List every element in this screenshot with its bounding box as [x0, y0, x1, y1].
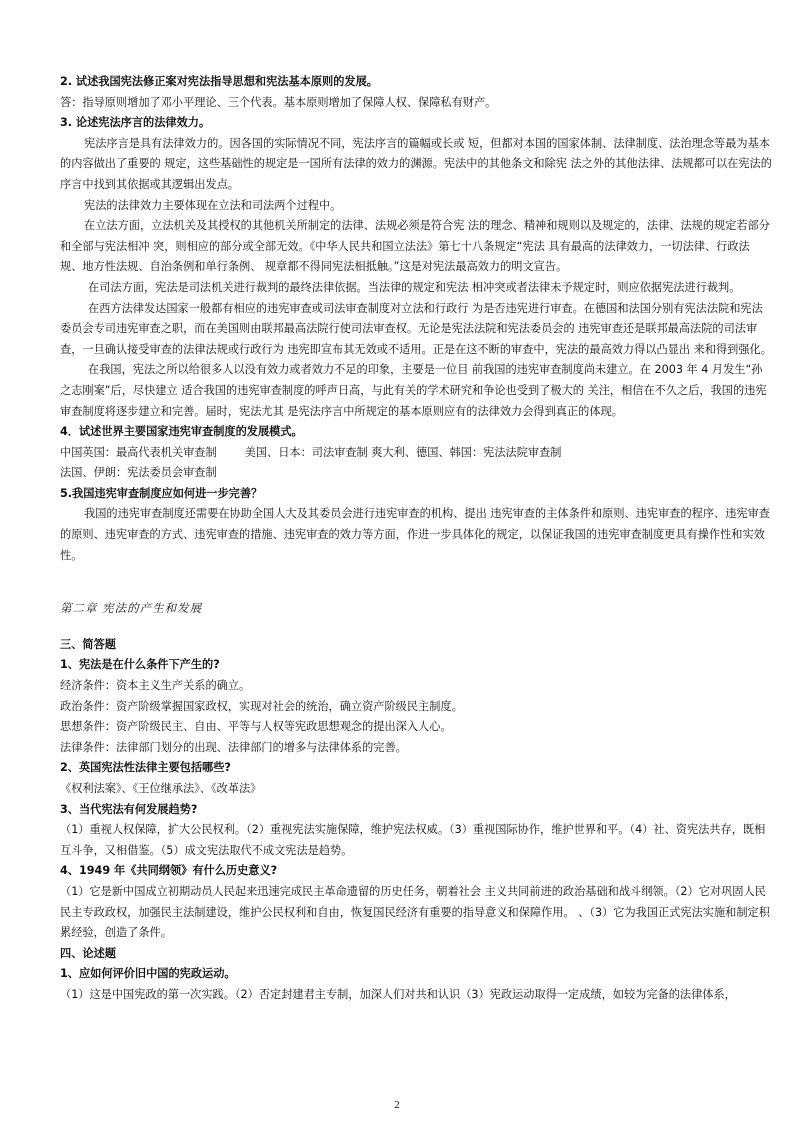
- short-answer-1-line-3: 思想条件：资产阶级民主、自由、平等与人权等宪政思想观念的提出深入人心。: [60, 720, 452, 734]
- question-4-line-2: 法国、伊朗：宪法委员会审查制: [60, 466, 217, 480]
- short-answer-2-title: 2、英国宪法性法律主要包括哪些?: [60, 761, 231, 775]
- question-2-answer: 答：指导原则增加了邓小平理论、三个代表。基本原则增加了保障人权、保障私有财产。: [60, 95, 497, 109]
- question-3-paragraph-5: 在西方法律发达国家一般都有相应的违宪审查或司法审查制度对立法和行政行 为是否违宪进行审查。在德国和法国分别有宪法法院和宪法委员会专司违宪审查之职，而在美国则由联邦最高法院行使司法审查权。无论是宪法法院和宪法委员会的 违宪审查还是联邦最高法院的司法审查，一旦确认接受审查的法律法规或行政行为 违宪即宣布其无效或不适用。正是在这不断的审查中，宪法的最高效力得以凸显出 来和得到强化。: [60, 301, 772, 356]
- question-3-paragraph-1: 宪法序言是具有法律效力的。因各国的实际情况不同，宪法序言的篇幅或长或 短，但都对本国的国家体制、法律制度、法治理念等最为基本的内容做出了重要的 规定，这些基础性的规定是一国所有法律的效力的渊源。宪法中的其他条文和除宪 法之外的其他法律、法规都可以在宪法的序言中找到其依据或其逻辑出发点。: [60, 136, 772, 191]
- question-3-paragraph-4: 在司法方面，宪法是司法机关进行裁判的最终法律依据。当法律的规定和宪法 相冲突或者法律未予规定时，则应依据宪法进行裁判。: [88, 280, 741, 294]
- document-body: [60, 72, 772, 1006]
- short-answer-1-line-1: 经济条件：资本主义生产关系的确立。: [60, 679, 251, 693]
- short-answer-1-line-4: 法律条件：法律部门划分的出现、法律部门的增多与法律体系的完善。: [60, 740, 407, 754]
- question-4-title: 4．试述世界主要国家违宪审查制度的发展模式。: [60, 425, 303, 439]
- question-2-title: 2. 试述我国宪法修正案对宪法指导思想和宪法基本原则的发展。: [60, 75, 378, 88]
- question-5-title: 5.我国违宪审查制度应如何进一步完善？: [60, 486, 263, 500]
- chapter-title: 第二章 宪法的产生和发展: [60, 601, 203, 616]
- question-4-line-1-part-b: 美国、日本：司法审查制 爽大利、德国、韩国：宪法法院审查制: [244, 445, 562, 459]
- question-3-paragraph-2: 宪法的法律效力主要体现在立法和司法两个过程中。: [84, 198, 342, 212]
- short-answer-4-title: 4、1949 年《共同纲领》有什么历史意义?: [60, 864, 278, 878]
- short-answer-3-title: 3、当代宪法有何发展趋势?: [60, 802, 198, 816]
- short-answer-1-line-2: 政治条件：资产阶级掌握国家政权，实现对社会的统治，确立资产阶级民主制度。: [60, 699, 463, 713]
- section-gap: [60, 566, 772, 574]
- question-3-paragraph-3: 在立法方面，立法机关及其授权的其他机关所制定的法律、法规必须是符合宪 法的理念、精神和规则以及规定的，法律、法规的规定若部分和全部与宪法相冲 突，则相应的部分或全部无效。《中华人民共和国立法法》第七十八条规定“宪法 具有最高的法律效力，一切法律、行政法规、地方性法规、自治条例和单行条例、 规章都不得同宪法相抵触。”这是对宪法最高效力的明文宣告。: [60, 219, 770, 274]
- page-number: 2: [394, 1099, 400, 1111]
- discussion-1-title: 1、应如何评价旧中国的宪政运动。: [60, 967, 236, 981]
- discussion-1-paragraph: （1）这是中国宪政的第一次实践。（2）否定封建君主专制，加深人们对共和认识（3）宪政运动取得一定成绩，如较为完备的法律体系，: [60, 987, 736, 1001]
- question-5-paragraph-1: 我国的违宪审查制度还需要在协助全国人大及其委员会进行违宪审查的机构、提出 违宪审查的主体条件和原则、违宪审查的程序、违宪审查的原则、违宪审查的方式、违宪审查的措施、违宪审查的效力等方面，作进一步具体化的规定，以保证我国的违宪审查制度更具有操作性和实效性。: [60, 507, 770, 562]
- short-answer-2-line-1: 《权利法案》、《王位继承法》、《改革法》: [60, 782, 262, 795]
- question-3-paragraph-6: 在我国，宪法之所以给很多人以没有效力或者效力不足的印象，主要是一位目 前我国的违宪审查制度尚未建立。在 2003 年 4 月发生“孙之志刚案”后，尽快建立 适合我国的违宪审查制度的呼声日高，与此有关的学术研究和争论也受到了极大的 关注，相信在不久之后，我国的违宪审查制度将逐步建立和完善。届时，宪法尤其 是宪法序言中所规定的基本原则应有的法律效力会得到真正的体现。: [60, 363, 767, 418]
- question-4-line-1: [60, 443, 772, 464]
- short-answer-4-paragraph: （1）它是新中国成立初期动员人民起来迅速完成民主革命遗留的历史任务，朝着社会 主义共同前进的政治基础和战斗纲领。（2）它对巩固人民民主专政政权，加强民主法制建设，维护公民权利和自由，恢复国民经济有重要的指导意义和保障作用。 、（3）它为我国正式宪法实施和制定积累经验，创造了条件。: [60, 884, 770, 940]
- short-answer-3-paragraph: （1）重视人权保障，扩大公民权利。（2）重视宪法实施保障，维护宪法权威。（3）重视国际协作，维护世界和平。（4）社、资宪法共存，既相互斗争，又相借鉴。（5）成文宪法取代不成文宪法是趋势。: [60, 823, 766, 857]
- section-3-title: 三、简答题: [60, 637, 116, 651]
- question-4-line-1-part-a: 中国英国：最高代表机关审查制: [60, 445, 217, 459]
- section-4-title: 四、论述题: [60, 946, 116, 960]
- short-answer-1-title: 1、宪法是在什么条件下产生的?: [60, 658, 220, 672]
- question-3-title: 3. 论述宪法序言的法律效力。: [60, 116, 211, 130]
